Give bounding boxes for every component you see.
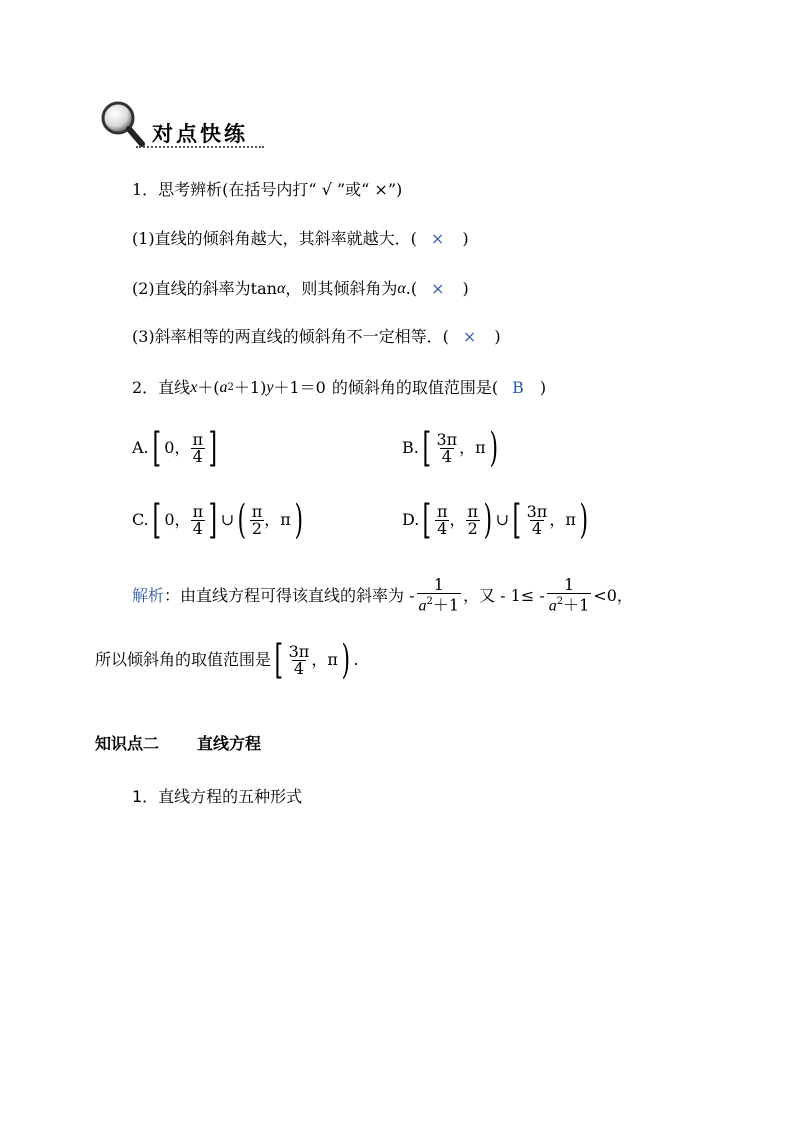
title-underline (136, 146, 264, 148)
answer: B (512, 378, 524, 397)
answer: × (431, 279, 445, 298)
page-title: 对点快练 (152, 122, 248, 146)
list-item: 1．直线方程的五种形式 (132, 787, 303, 806)
option-a: A. [ 0， $\frac{\pi}{4}$ ] (132, 425, 218, 471)
option-d: D. [ $\frac{\pi}{4}$ ， $\frac{\pi}{2}$ ) ∪ [ $\frac{3\pi}{4}$ ，π ) (402, 497, 588, 543)
option-c: C. [ 0， $\frac{\pi}{4}$ ] ∪ ( $\frac{\pi}{2}$ ，π ) (132, 497, 303, 543)
analysis-line-2: 所以倾斜角的取值范围是 [ $\frac{3\pi}{4}$ ，π ) . (95, 637, 359, 683)
section-header (96, 100, 276, 150)
q1-item-3: (3)斜率相等的两直线的倾斜角不一定相等．( × ) (132, 327, 501, 346)
answer: × (430, 229, 445, 248)
q1-item-2: (2)直线的斜率为tan α ，则其倾斜角为 α .( × ) (132, 279, 469, 298)
magnifier-icon (96, 100, 156, 152)
q1-stem: 1．思考辨析(在括号内打“ √ ”或“ ×”) (132, 180, 403, 199)
answer: × (462, 327, 477, 346)
section-heading: 知识点二 直线方程 (95, 734, 262, 753)
option-b: B. [ $\frac{3\pi}{4}$ ，π ) (402, 425, 498, 471)
analysis-label: 解析 (132, 585, 165, 605)
q1-item-1: (1)直线的倾斜角越大，其斜率就越大．( × ) (132, 229, 469, 248)
analysis-line-1: 解析 ：由直线方程可得该直线的斜率为 - $\frac{1}{a^2+1}$ ，又 - 1≤ - $\frac{1}{a^2+1}$ <0， (132, 575, 633, 615)
q2-stem: 2．直线 x ＋( a 2 ＋1) y ＋1＝0 的倾斜角的取值范围是( B ) (132, 378, 547, 397)
